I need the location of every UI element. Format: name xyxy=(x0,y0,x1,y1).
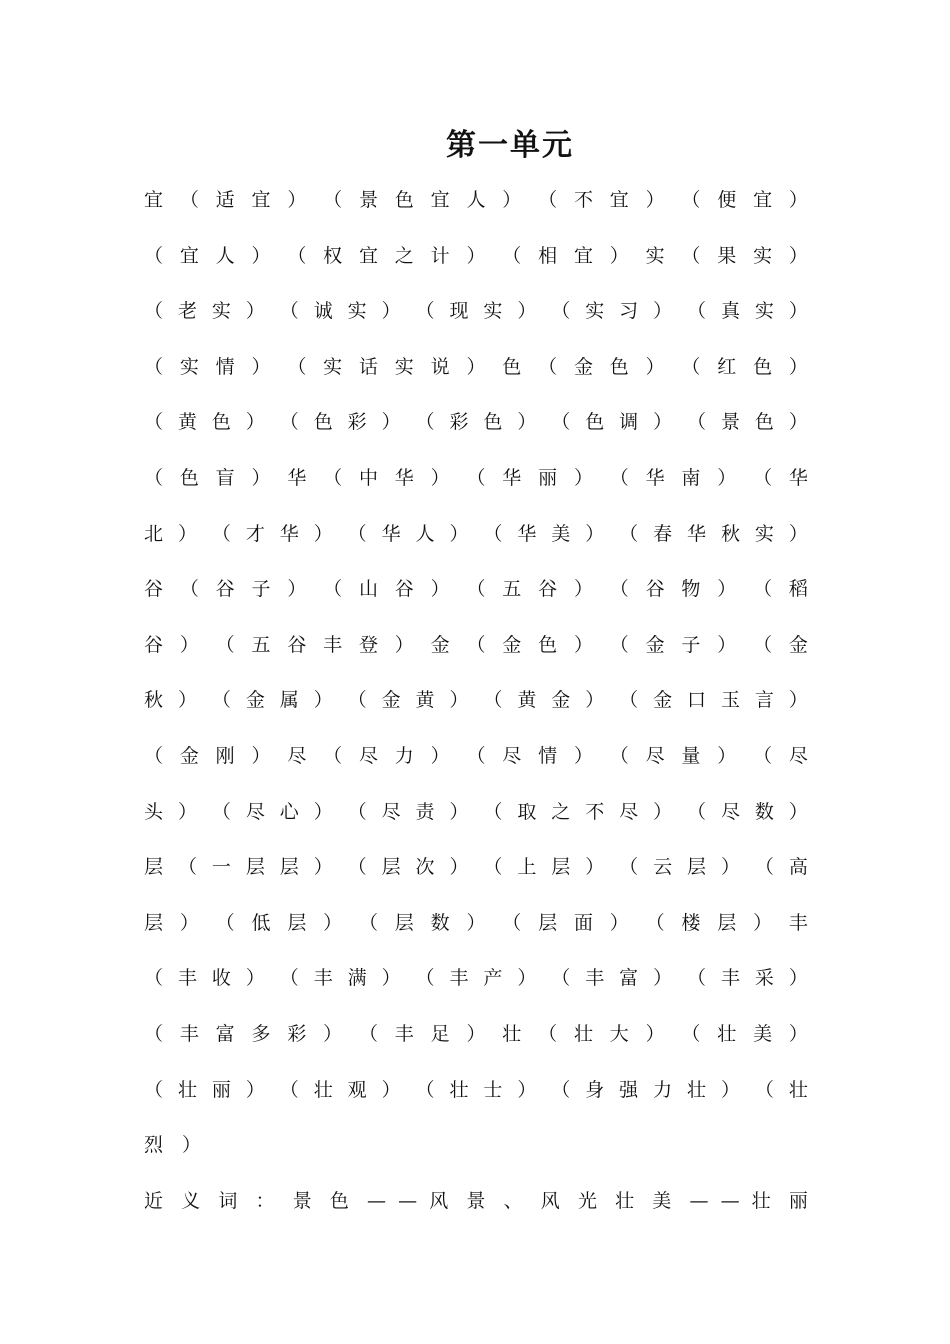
text-line: 烈） xyxy=(144,1134,221,1157)
text-line: （ 丰 收 ） （ 丰 满 ） （ 丰 产 ） （ 丰 富 ） （ 丰 采 ） xyxy=(144,967,808,990)
text-line: （ 老 实 ） （ 诚 实 ） （ 现 实 ） （ 实 习 ） （ 真 实 ） xyxy=(144,300,808,323)
text-line: （ 丰 富 多 彩 ） （ 丰 足 ） 壮 （ 壮 大 ） （ 壮 美 ） xyxy=(144,1022,808,1045)
text-line: 近 义 词 ： 景 色 — — 风 景 、 风 光 壮 美 — — 壮 丽 xyxy=(144,1189,808,1212)
text-line: （ 壮 丽 ） （ 壮 观 ） （ 壮 士 ） （ 身 强 力 壮 ） （ 壮 xyxy=(144,1078,808,1101)
text-line: 谷 ） （ 五 谷 丰 登 ） 金 （ 金 色 ） （ 金 子 ） （ 金 xyxy=(144,633,808,656)
text-line: 宜 （ 适 宜 ） （ 景 色 宜 人 ） （ 不 宜 ） （ 便 宜 ） xyxy=(144,189,808,211)
text-line: （ 黄 色 ） （ 色 彩 ） （ 彩 色 ） （ 色 调 ） （ 景 色 ） xyxy=(144,411,808,434)
word-list xyxy=(144,178,808,1234)
text-line: 谷 （ 谷 子 ） （ 山 谷 ） （ 五 谷 ） （ 谷 物 ） （ 稻 xyxy=(144,578,808,601)
text-line: 层 ） （ 低 层 ） （ 层 数 ） （ 层 面 ） （ 楼 层 ） 丰 xyxy=(144,911,808,934)
text-line: （ 色 盲 ） 华 （ 中 华 ） （ 华 丽 ） （ 华 南 ） （ 华 xyxy=(144,466,808,489)
text-line: （ 金 刚 ） 尽 （ 尽 力 ） （ 尽 情 ） （ 尽 量 ） （ 尽 xyxy=(144,744,808,767)
text-line: （ 宜 人 ） （ 权 宜 之 计 ） （ 相 宜 ） 实 （ 果 实 ） xyxy=(144,244,808,267)
text-line: （ 实 情 ） （ 实 话 实 说 ） 色 （ 金 色 ） （ 红 色 ） xyxy=(144,355,808,378)
text-line: 层 （ 一 层 层 ） （ 层 次 ） （ 上 层 ） （ 云 层 ） （ 高 xyxy=(144,856,808,879)
text-line: 头 ） （ 尽 心 ） （ 尽 责 ） （ 取 之 不 尽 ） （ 尽 数 ） xyxy=(144,800,808,823)
text-line: 秋 ） （ 金 属 ） （ 金 黄 ） （ 黄 金 ） （ 金 口 玉 言 ） xyxy=(144,689,808,712)
page-title: 第一单元 xyxy=(446,128,574,163)
text-line: 北 ） （ 才 华 ） （ 华 人 ） （ 华 美 ） （ 春 华 秋 实 ） xyxy=(144,522,808,545)
